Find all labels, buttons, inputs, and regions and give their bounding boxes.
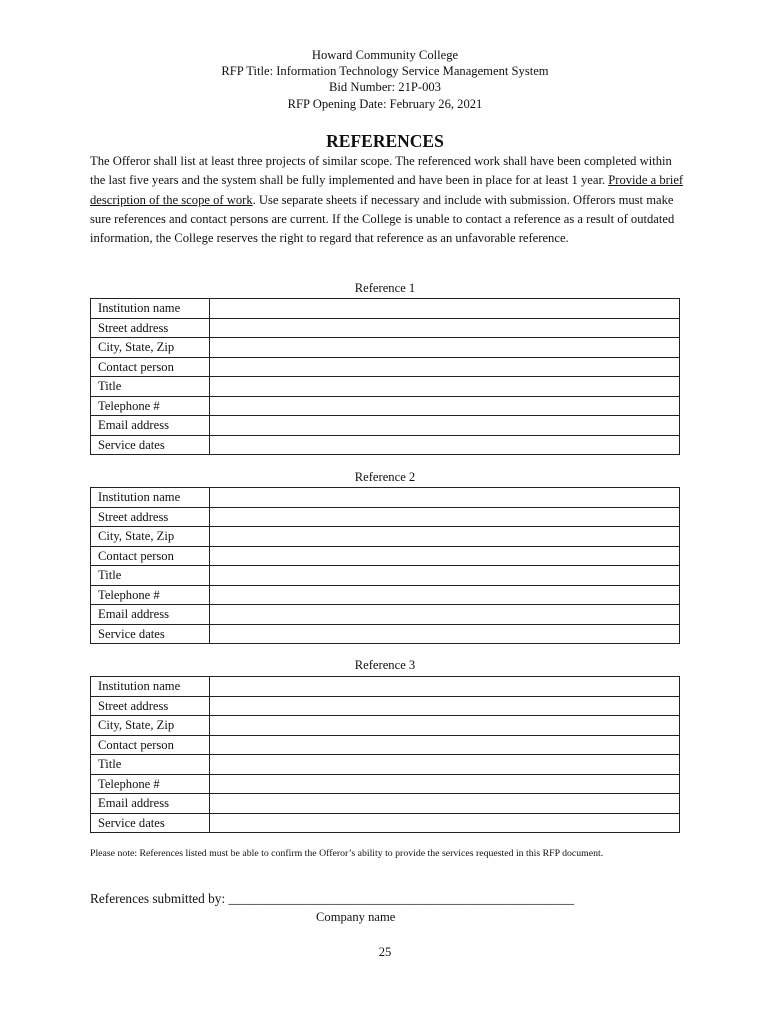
field-label: Institution name: [91, 299, 210, 319]
field-label: Service dates: [91, 435, 210, 455]
company-name-label: Company name: [316, 910, 396, 924]
table-row: [91, 677, 680, 697]
intro-text-1: The Offeror shall list at least three projects of similar scope. The referenced work shall have been completed within the last five years and the system shall be fully implemented and have been in place for at least 1 year.: [90, 154, 672, 188]
field-label: Street address: [91, 507, 210, 527]
field-label: Email address: [91, 416, 210, 436]
table-row: [91, 435, 680, 455]
table-row: [91, 735, 680, 755]
page-title: REFERENCES: [326, 131, 444, 151]
field-label: Contact person: [91, 357, 210, 377]
contact-person-field[interactable]: [210, 546, 680, 566]
document-header: [0, 47, 770, 112]
table-row: [91, 755, 680, 775]
city-state-zip-field[interactable]: [210, 338, 680, 358]
institution-name-field[interactable]: [210, 677, 680, 697]
field-label: Street address: [91, 696, 210, 716]
service-dates-field[interactable]: [210, 624, 680, 644]
table-row: [91, 774, 680, 794]
field-label: Email address: [91, 794, 210, 814]
table-row: [91, 527, 680, 547]
field-label: Email address: [91, 605, 210, 625]
field-label: Service dates: [91, 624, 210, 644]
field-label: Telephone #: [91, 396, 210, 416]
city-state-zip-field[interactable]: [210, 716, 680, 736]
contact-person-field[interactable]: [210, 357, 680, 377]
field-label: Contact person: [91, 735, 210, 755]
telephone-field[interactable]: [210, 396, 680, 416]
table-row: [91, 377, 680, 397]
table-row: [91, 299, 680, 319]
submitted-by-label: References submitted by:: [90, 891, 229, 906]
service-dates-field[interactable]: [210, 435, 680, 455]
references-submitted-by: [90, 891, 574, 907]
telephone-field[interactable]: [210, 585, 680, 605]
table-row: [91, 566, 680, 586]
table-row: [91, 716, 680, 736]
reference-3-table: [90, 676, 680, 833]
field-label: Telephone #: [91, 585, 210, 605]
table-row: [91, 585, 680, 605]
table-row: [91, 416, 680, 436]
reference-1-title: Reference 1: [354, 281, 416, 295]
field-label: Service dates: [91, 813, 210, 833]
contact-person-field[interactable]: [210, 735, 680, 755]
field-label: Title: [91, 755, 210, 775]
intro-paragraph: [90, 152, 690, 248]
table-row: [91, 794, 680, 814]
table-row: [91, 357, 680, 377]
reference-1-table: [90, 298, 680, 455]
institution-name-field[interactable]: [210, 488, 680, 508]
street-address-field[interactable]: [210, 318, 680, 338]
reference-2-title: Reference 2: [354, 470, 416, 484]
intro-text-2: . Use separate sheets if necessary and include with submission. Offerors must make sure references and contact persons are current. If the College is unable to contact a reference as a result of outdated information, the College reserves the right to regard that reference as an unfavorable reference.: [90, 192, 675, 246]
reference-2-table: [90, 487, 680, 644]
field-label: Institution name: [91, 677, 210, 697]
title-field[interactable]: [210, 755, 680, 775]
table-row: [91, 338, 680, 358]
field-label: City, State, Zip: [91, 527, 210, 547]
table-row: [91, 396, 680, 416]
table-row: [91, 488, 680, 508]
please-note: Please note: References listed must be able to confirm the Offeror’s ability to provide the services requested in this RFP document.: [90, 848, 604, 859]
intro-underlined-text: Provide a brief description of the scope of work: [90, 173, 684, 207]
page-number: 25: [378, 945, 392, 959]
title-field[interactable]: [210, 377, 680, 397]
city-state-zip-field[interactable]: [210, 527, 680, 547]
street-address-field[interactable]: [210, 507, 680, 527]
institution-name-field[interactable]: [210, 299, 680, 319]
field-label: City, State, Zip: [91, 338, 210, 358]
field-label: Contact person: [91, 546, 210, 566]
email-address-field[interactable]: [210, 416, 680, 436]
table-row: [91, 507, 680, 527]
table-row: [91, 813, 680, 833]
field-label: Title: [91, 377, 210, 397]
rfp-title: RFP Title: Information Technology Service Management System: [221, 64, 549, 79]
table-row: [91, 318, 680, 338]
field-label: Street address: [91, 318, 210, 338]
table-row: [91, 605, 680, 625]
college-name: Howard Community College: [311, 48, 459, 62]
field-label: City, State, Zip: [91, 716, 210, 736]
field-label: Institution name: [91, 488, 210, 508]
service-dates-field[interactable]: [210, 813, 680, 833]
reference-3-title: Reference 3: [354, 658, 416, 672]
telephone-field[interactable]: [210, 774, 680, 794]
field-label: Title: [91, 566, 210, 586]
bid-number: Bid Number: 21P-003: [329, 80, 441, 95]
field-label: Telephone #: [91, 774, 210, 794]
table-row: [91, 696, 680, 716]
company-name-line[interactable]: ____________________________________________________: [228, 891, 575, 906]
email-address-field[interactable]: [210, 794, 680, 814]
email-address-field[interactable]: [210, 605, 680, 625]
table-row: [91, 624, 680, 644]
title-field[interactable]: [210, 566, 680, 586]
opening-date: RFP Opening Date: February 26, 2021: [287, 96, 483, 111]
table-row: [91, 546, 680, 566]
street-address-field[interactable]: [210, 696, 680, 716]
